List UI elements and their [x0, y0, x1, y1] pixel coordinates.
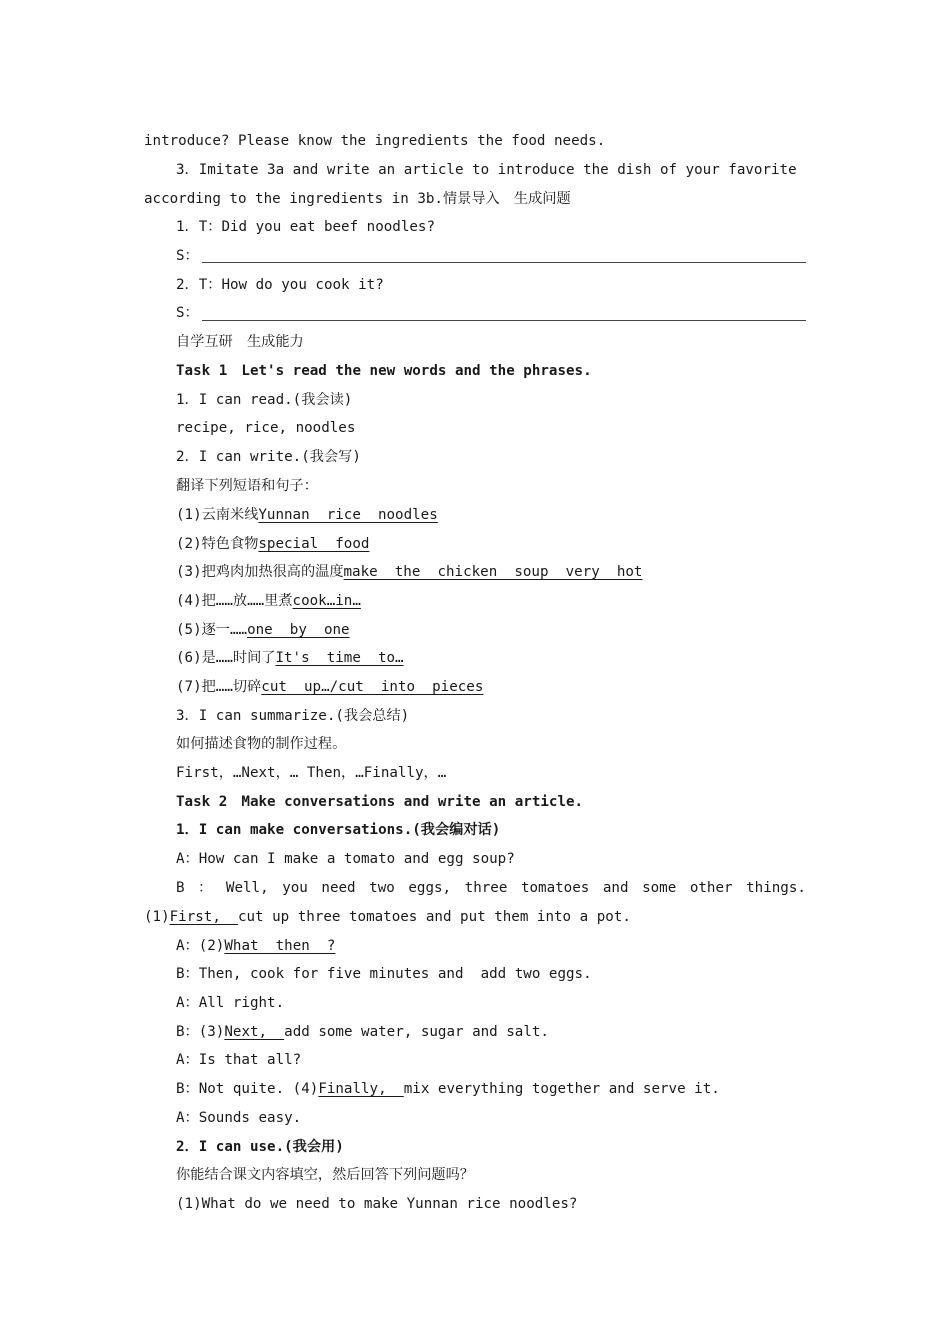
text-line: 3．Imitate 3a and write an article to introduce the dish of your favorite: [176, 162, 797, 178]
phrase-answer: Yunnan rice noodles: [258, 507, 438, 523]
phrase-item: [176, 620, 350, 640]
phrase-prompt: (3)把鸡肉加热很高的温度: [176, 564, 344, 580]
question-2: 2．T：How do you cook it?: [176, 277, 384, 293]
text-line: 翻译下列短语和句子：: [176, 478, 318, 494]
section-heading: 自学互研 生成能力: [176, 334, 304, 350]
text-line: 3．I can summarize.(我会总结): [176, 708, 410, 724]
dialogue-line: [176, 1079, 720, 1099]
answer-label-1: S：: [176, 248, 199, 264]
text-line: (1)What do we need to make Yunnan rice noodles?: [176, 1196, 578, 1212]
text-line: 2．I can use.(我会用): [176, 1139, 344, 1155]
answer-blank-2[interactable]: [202, 320, 806, 321]
text-line: 你能结合课文内容填空，然后回答下列问题吗？: [176, 1167, 474, 1183]
question-1: 1．T：Did you eat beef noodles?: [176, 219, 435, 235]
blank-number: (1): [144, 909, 170, 925]
phrase-answer: cut up…/cut into pieces: [261, 679, 484, 695]
blank-answer: What then ?: [224, 938, 336, 954]
phrase-answer: cook…in…: [292, 593, 361, 609]
word: two: [369, 880, 395, 896]
dialogue-line: A：How can I make a tomato and egg soup?: [176, 851, 515, 867]
blank-answer: Finally,: [318, 1081, 404, 1097]
dialogue-line: B：Then, cook for five minutes and add two eggs.: [176, 966, 592, 982]
task-1-heading: Task 1 Let's read the new words and the phrases.: [176, 363, 592, 379]
task-2-heading: Task 2 Make conversations and write an article.: [176, 794, 584, 810]
word: tomatoes: [520, 880, 590, 896]
phrase-prompt: (7)把……切碎: [176, 679, 262, 695]
dialogue-text: add some water, sugar and salt.: [284, 1024, 549, 1040]
text-line: according to the ingredients in 3b.情景导入 生成问题: [144, 191, 571, 207]
dialogue-text: B：Not quite. (4): [176, 1081, 319, 1097]
word: other: [689, 880, 733, 896]
phrase-item: [176, 677, 483, 697]
phrase-answer: special food: [258, 536, 370, 552]
phrase-prompt: (1)云南米线: [176, 507, 259, 523]
dialogue-text: mix everything together and serve it.: [403, 1081, 720, 1097]
phrase-item: [176, 505, 438, 525]
dialogue-line: [176, 1022, 549, 1042]
answer-blank-1[interactable]: [202, 262, 806, 263]
phrase-prompt: (6)是……时间了: [176, 650, 276, 666]
dialogue-line: A：Sounds easy.: [176, 1110, 302, 1126]
phrase-prompt: (4)把……放……里煮: [176, 593, 293, 609]
dialogue-text: A：(2): [176, 938, 225, 954]
word: ：: [198, 880, 213, 896]
phrase-item: [176, 591, 361, 611]
dialogue-text: B：(3): [176, 1024, 225, 1040]
word: eggs,: [408, 880, 452, 896]
word: need: [321, 880, 356, 896]
phrase-item: [176, 648, 404, 668]
word: B: [176, 880, 185, 896]
phrase-answer: one by one: [247, 622, 350, 638]
text-line: First，…Next，… Then，…Finally，…: [176, 765, 447, 781]
text-line: recipe, rice, noodles: [176, 420, 356, 436]
dialogue-line: A：Is that all?: [176, 1052, 302, 1068]
dialogue-line: A：All right.: [176, 995, 285, 1011]
phrase-item: [176, 562, 642, 582]
answer-label-2: S：: [176, 305, 199, 321]
dialogue-line: [144, 907, 631, 927]
word: some: [642, 880, 677, 896]
text-line: 1．I can read.(我会读): [176, 392, 353, 408]
phrase-answer: It's time to…: [275, 650, 404, 666]
dialogue-text: cut up three tomatoes and put them into a pot.: [237, 909, 631, 925]
word: and: [602, 880, 629, 896]
text-line: 1．I can make conversations.(我会编对话): [176, 822, 501, 838]
blank-answer: Next,: [224, 1024, 285, 1040]
phrase-prompt: (5)逐一……: [176, 622, 248, 638]
word: Well,: [225, 880, 269, 896]
text-line: 如何描述食物的制作过程。: [176, 736, 347, 752]
text-line: introduce? Please know the ingredients the food needs.: [144, 133, 606, 149]
word: things.: [746, 880, 806, 896]
phrase-answer: make the chicken soup very hot: [343, 564, 643, 580]
text-line: 2．I can write.(我会写): [176, 449, 361, 465]
blank-answer: First,: [169, 909, 238, 925]
dialogue-line: [176, 878, 806, 898]
word: you: [282, 880, 308, 896]
dialogue-line: [176, 936, 335, 956]
phrase-item: [176, 534, 369, 554]
word: three: [464, 880, 508, 896]
phrase-prompt: (2)特色食物: [176, 536, 259, 552]
